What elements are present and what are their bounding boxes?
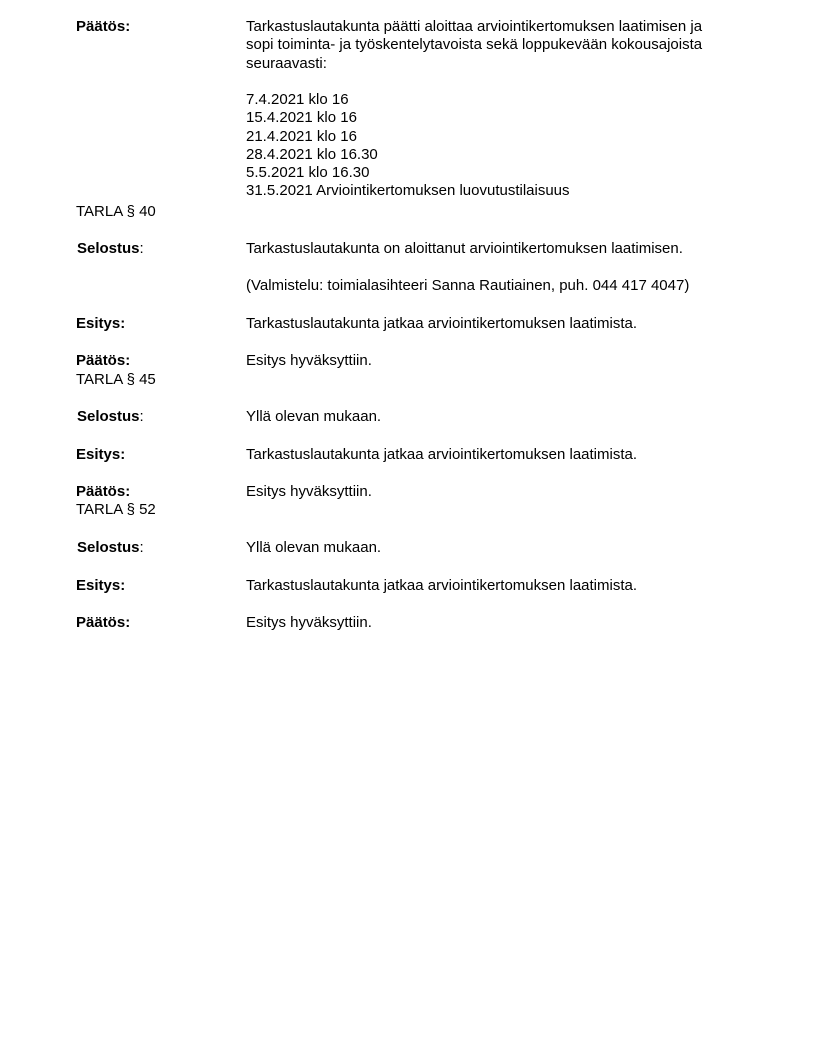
esitys-text-line: Tarkastuslautakunta jatkaa arviointikertomuksen laatimista. (246, 577, 638, 594)
esitys-label-text: Esitys: (76, 446, 126, 463)
esitys-label-52 (76, 577, 125, 595)
decision-text (246, 18, 756, 73)
selostus-label-text: Selostus (77, 539, 140, 556)
valmistelu-text-line: (Valmistelu: toimialasihteeri Sanna Rautiainen, puh. 044 417 4047) (246, 277, 690, 294)
decision-text-line: Tarkastuslautakunta päätti aloittaa arviointikertomuksen laatimisen ja (246, 18, 703, 35)
paatos-text-line: Esitys hyväksyttiin. (246, 483, 372, 500)
decision-label (76, 18, 130, 36)
paatos-label-text: Päätös: (76, 483, 131, 500)
esitys-text-40 (246, 315, 756, 333)
decision-text-line: seuraavasti: (246, 54, 327, 72)
esitys-label-text: Esitys: (76, 577, 126, 594)
selostus-text-40 (246, 240, 756, 258)
esitys-label-text: Esitys: (76, 315, 126, 332)
meeting-dates-list (246, 91, 756, 201)
selostus-colon: : (139, 539, 144, 556)
meeting-date: 28.4.2021 klo 16.30 (246, 145, 378, 163)
valmistelu-text-40 (246, 277, 756, 295)
selostus-colon: : (139, 408, 144, 425)
selostus-text-line: Yllä olevan mukaan. (246, 539, 382, 556)
selostus-label-52 (77, 539, 144, 557)
esitys-text-line: Tarkastuslautakunta jatkaa arviointikertomuksen laatimista. (246, 446, 638, 463)
selostus-label-40 (77, 240, 144, 258)
paatos-text-45 (246, 483, 756, 501)
esitys-label-40 (76, 315, 125, 333)
esitys-label-45 (76, 446, 125, 464)
meeting-date: 15.4.2021 klo 16 (246, 109, 357, 127)
paatos-label-52 (76, 614, 130, 632)
decision-text-line: sopi toiminta- ja työskentelytavoista sekä loppukevään kokousajoista (246, 36, 703, 54)
selostus-label-text: Selostus (77, 240, 140, 257)
meeting-date: 31.5.2021 Arviointikertomuksen luovutustilaisuus (246, 182, 570, 200)
decision-label-text: Päätös: (76, 18, 131, 35)
selostus-label-text: Selostus (77, 408, 140, 425)
selostus-text-45 (246, 408, 756, 426)
paatos-text-40 (246, 352, 756, 370)
paatos-label-text: Päätös: (76, 352, 131, 369)
selostus-text-line: Yllä olevan mukaan. (246, 408, 382, 425)
meeting-date: 7.4.2021 klo 16 (246, 91, 349, 108)
meeting-date: 21.4.2021 klo 16 (246, 127, 357, 145)
esitys-text-52 (246, 577, 756, 595)
selostus-label-45 (77, 408, 144, 426)
selostus-colon: : (139, 240, 144, 257)
paatos-text-line: Esitys hyväksyttiin. (246, 614, 372, 631)
esitys-text-45 (246, 446, 756, 464)
paatos-label-45 (76, 483, 130, 501)
section-ref-40: TARLA § 40 (76, 203, 156, 220)
selostus-text-52 (246, 539, 756, 557)
section-ref-45: TARLA § 45 (76, 371, 156, 388)
paatos-text-line: Esitys hyväksyttiin. (246, 352, 372, 369)
paatos-text-52 (246, 614, 756, 632)
selostus-text-line: Tarkastuslautakunta on aloittanut arviointikertomuksen laatimisen. (246, 240, 683, 257)
section-ref-52: TARLA § 52 (76, 501, 156, 518)
esitys-text-line: Tarkastuslautakunta jatkaa arviointikertomuksen laatimista. (246, 315, 638, 332)
paatos-label-text: Päätös: (76, 614, 131, 631)
paatos-label-40 (76, 352, 130, 370)
meeting-date: 5.5.2021 klo 16.30 (246, 164, 370, 182)
